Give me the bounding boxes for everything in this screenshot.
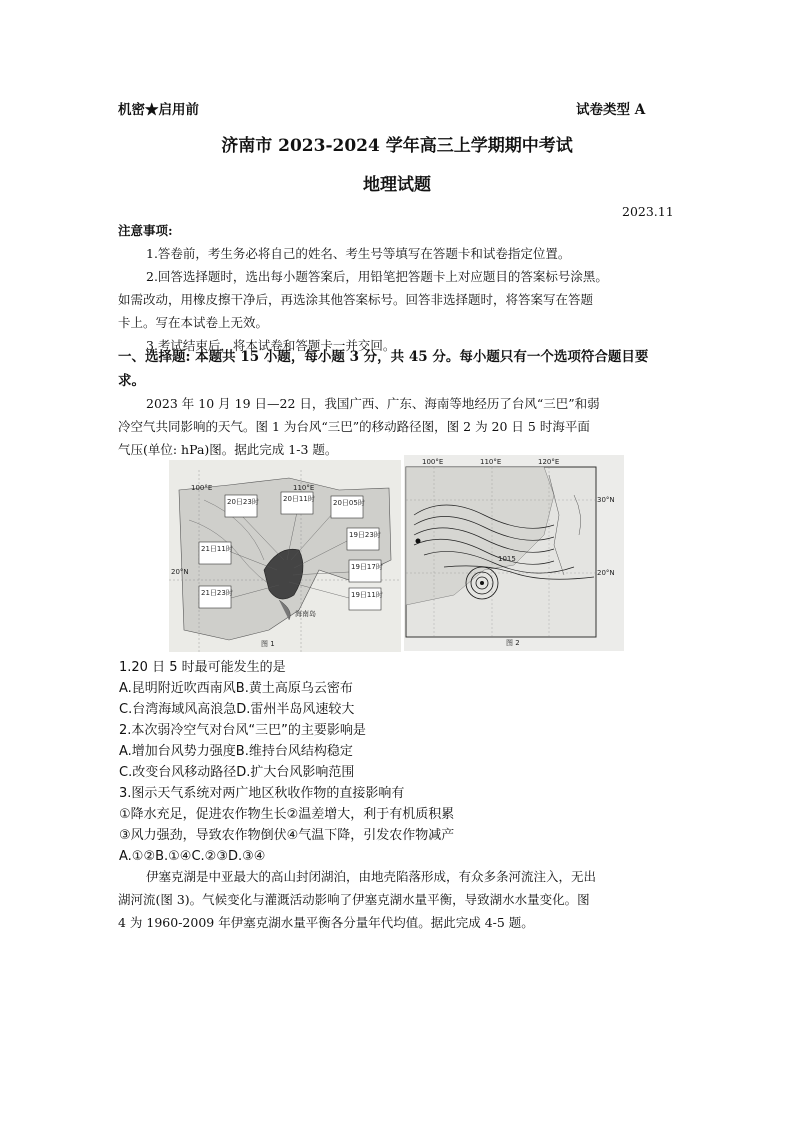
notice-item: 2.回答选择题时，选出每小题答案后，用铅笔把答题卡上对应题目的答案标号涂黑。 (146, 269, 608, 284)
fig1-lat-label: 20°N (171, 568, 189, 576)
isobar-value: 1015 (498, 555, 516, 563)
question-2-options: A.增加台风势力强度B.维持台风结构稳定 (119, 744, 353, 759)
intro-paragraph-2: 伊塞克湖是中亚最大的高山封闭湖泊，由地壳陷落形成，有众多条河流注入，无出 (146, 869, 597, 884)
intro-paragraph-2: 湖河流(图 3)。气候变化与灌溉活动影响了伊塞克湖水量平衡，导致湖水水量变化。图 (118, 892, 590, 907)
track-box-label: 19日17时 (351, 563, 383, 571)
question-3-stem: 3.图示天气系统对两广地区秋收作物的直接影响有 (119, 786, 405, 801)
section-heading-cont: 求。 (118, 373, 145, 389)
figure-1-typhoon-track (169, 460, 401, 652)
intro-paragraph: 2023 年 10 月 19 日—22 日，我国广西、广东、海南等地经历了台风“三巴”和弱 (146, 396, 600, 411)
track-box-label: 20日23时 (227, 498, 259, 506)
typhoon-center (480, 581, 484, 585)
fig2-lat-label: 20°N (597, 569, 615, 577)
notice-item: 1.答卷前，考生务必将自己的姓名、考生号等填写在答题卡和试卷指定位置。 (146, 246, 571, 261)
subject-title: 地理试题 (363, 175, 431, 195)
question-3-statements: ③风力强劲，导致农作物倒伏④气温下降，引发农作物减产 (119, 828, 455, 843)
fig2-lon-label: 120°E (538, 458, 560, 466)
intro-paragraph: 冷空气共同影响的天气。图 1 为台风“三巴”的移动路径图，图 2 为 20 日 5 时海平面 (118, 419, 590, 434)
notice-heading: 注意事项: (118, 223, 173, 238)
fig1-lon-label: 110°E (293, 484, 315, 492)
question-2-stem: 2.本次弱冷空气对台风“三巴”的主要影响是 (119, 723, 366, 738)
track-box-label: 20日05时 (333, 499, 365, 507)
question-1-stem: 1.20 日 5 时最可能发生的是 (119, 660, 286, 675)
track-box-label: 20日11时 (283, 495, 315, 503)
pressure-center-marker (416, 539, 421, 544)
notice-item: 3.考试结束后，将本试卷和答题卡一并交回。 (146, 338, 396, 353)
paper-type: 试卷类型 A (576, 102, 646, 118)
section-heading: 一、选择题: 本题共 15 小题，每小题 3 分，共 45 分。每小题只有一个选项符合题目要 (118, 349, 649, 365)
fig2-lon-label: 100°E (422, 458, 444, 466)
intro-paragraph-2: 4 为 1960-2009 年伊塞克湖水量平衡各分量年代均值。据此完成 4-5 题。 (118, 915, 534, 930)
question-2-options: C.改变台风移动路径D.扩大台风影响范围 (119, 765, 355, 780)
confidential-mark: 机密★启用前 (118, 102, 199, 118)
figure-2-pressure-map (404, 455, 624, 651)
fig2-lat-label: 30°N (597, 496, 615, 504)
fig2-lon-label: 110°E (480, 458, 502, 466)
intro-paragraph: 气压(单位: hPa)图。据此完成 1-3 题。 (118, 442, 338, 457)
track-box-label: 21日11时 (201, 545, 233, 553)
track-box-label: 21日23时 (201, 589, 233, 597)
exam-title: 济南市 2023-2024 学年高三上学期期中考试 (221, 136, 573, 156)
track-box-label: 19日11时 (351, 591, 383, 599)
figure-1-map (169, 460, 401, 652)
notice-item: 如需改动，用橡皮擦干净后，再选涂其他答案标号。回答非选择题时，将答案写在答题 (118, 292, 594, 307)
exam-date: 2023.11 (622, 204, 674, 219)
figure-2-map (404, 455, 624, 651)
notice-item: 卡上。写在本试卷上无效。 (118, 315, 269, 330)
fig2-caption: 图 2 (506, 639, 520, 647)
fig1-lon-label: 100°E (191, 484, 213, 492)
fig1-caption: 图 1 (261, 640, 275, 648)
question-1-options: A.昆明附近吹西南风B.黄土高原乌云密布 (119, 681, 353, 696)
question-3-statements: ①降水充足，促进农作物生长②温差增大，利于有机质积累 (119, 807, 455, 822)
question-1-options: C.台湾海域风高浪急D.雷州半岛风速较大 (119, 702, 355, 717)
track-box-label: 19日23时 (349, 531, 381, 539)
question-3-options: A.①②B.①④C.②③D.③④ (119, 849, 266, 864)
hainan-label: 海南岛 (295, 610, 316, 618)
